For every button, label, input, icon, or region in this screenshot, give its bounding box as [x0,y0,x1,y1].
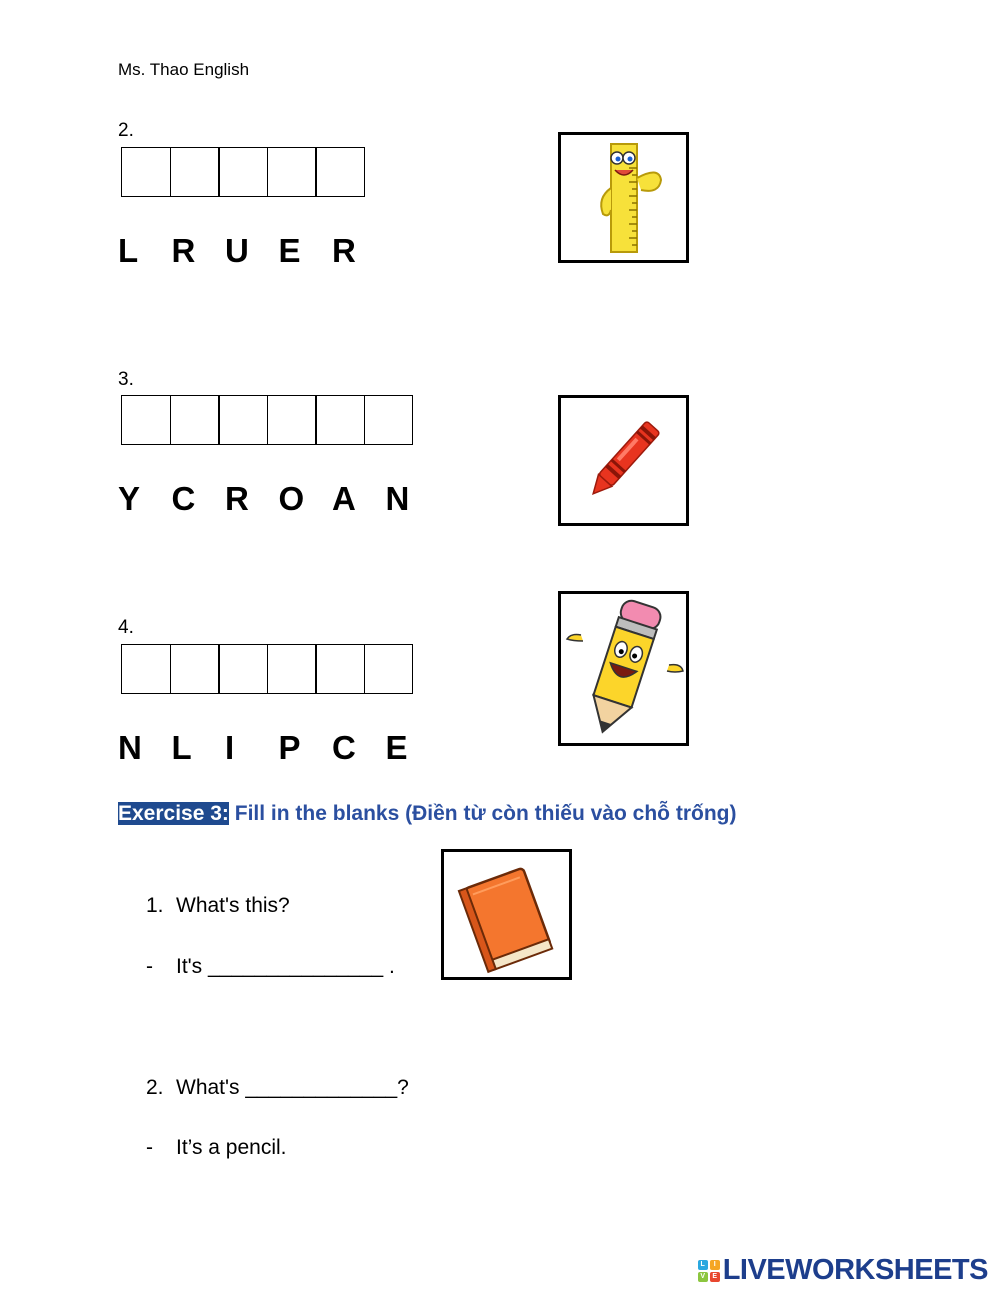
letter-box[interactable] [315,147,365,197]
logo-text: LIVEWORKSHEETS [722,1254,988,1286]
letter: Y [118,480,141,517]
letter-box[interactable] [267,147,317,197]
answer-blank-text[interactable]: It's _______________ . [176,955,395,978]
answer-line [146,1136,287,1160]
ruler-icon [569,138,679,258]
letter-box[interactable] [315,644,365,694]
question-line [146,894,290,918]
book-picture [441,849,572,980]
logo-tile: L [698,1260,708,1270]
author-header: Ms. Thao English [118,60,250,79]
answer-boxes[interactable] [121,644,411,694]
letter-box[interactable] [170,147,220,197]
letter-box[interactable] [364,644,413,694]
answer-boxes[interactable] [121,395,411,445]
letter-box[interactable] [170,644,220,694]
pencil-icon [561,595,686,743]
letter: A [332,480,356,517]
answer-boxes[interactable] [121,147,364,197]
letter: N [385,480,410,517]
letter-box[interactable] [364,395,413,445]
letter: L [118,232,139,269]
crayon-icon [569,406,679,516]
letter: P [278,729,301,766]
letter-box[interactable] [267,395,317,445]
letter-box[interactable] [267,644,317,694]
puzzle-number: 4. [118,617,134,638]
exercise-label: Exercise 3: [118,802,229,825]
pencil-picture [558,591,689,746]
ruler-picture [558,132,689,263]
logo-tile: V [698,1272,708,1282]
puzzle-number: 2. [118,120,134,141]
letter: E [385,729,408,766]
letter: E [278,232,301,269]
exercise-title [118,802,736,826]
scrambled-letters [118,729,439,767]
question-text: What's this? [176,894,290,917]
answer-line[interactable] [146,955,395,979]
item-number: 2. [146,1076,164,1099]
letter: O [278,480,305,517]
letter: R [171,232,196,269]
letter: R [332,232,356,269]
letter-box[interactable] [218,147,268,197]
letter: C [171,480,196,517]
question-blank-text[interactable]: What's _____________? [176,1076,409,1099]
letter: C [332,729,356,766]
book-icon [448,856,566,974]
letter-box[interactable] [121,147,171,197]
dash-bullet: - [146,1136,153,1159]
letter-box[interactable] [121,644,171,694]
liveworksheets-logo[interactable] [698,1254,988,1287]
dash-bullet: - [146,955,153,978]
question-line[interactable] [146,1076,409,1100]
exercise-instruction: Fill in the blanks (Điền từ còn thiếu vào chỗ trống) [228,802,737,825]
scrambled-letters [118,232,386,270]
logo-tile: E [710,1272,720,1282]
letter-box[interactable] [218,644,268,694]
item-number: 1. [146,894,164,917]
letter: R [225,480,249,517]
crayon-picture [558,395,689,526]
letter: L [171,729,192,766]
letter: U [225,232,249,269]
letter-box[interactable] [121,395,171,445]
scrambled-letters [118,480,439,518]
letter-box[interactable] [170,395,220,445]
letter: I [225,729,235,766]
answer-text: It’s a pencil. [176,1136,287,1159]
letter-box[interactable] [315,395,365,445]
logo-tiles-icon [698,1260,720,1282]
letter: N [118,729,142,766]
puzzle-number: 3. [118,369,134,390]
logo-tile: I [710,1260,720,1270]
letter-box[interactable] [218,395,268,445]
